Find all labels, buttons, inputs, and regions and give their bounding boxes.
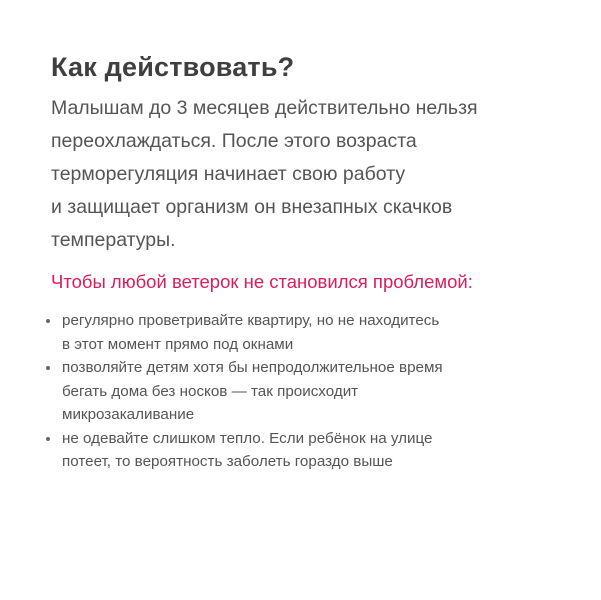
bullet-icon bbox=[46, 366, 50, 370]
list-item bbox=[46, 309, 571, 356]
bullet-icon bbox=[46, 437, 50, 441]
bullet-icon bbox=[46, 319, 50, 323]
intro-line: переохлаждаться. После этого возраста bbox=[51, 130, 417, 152]
tips-list bbox=[46, 309, 571, 474]
intro-paragraph bbox=[51, 92, 571, 257]
page-title: Как действовать? bbox=[51, 52, 295, 82]
list-item bbox=[46, 356, 571, 427]
list-item-line: позволяйте детям хотя бы непродолжительное время bbox=[62, 359, 443, 376]
list-item-line: регулярно проветривайте квартиру, но не находитесь bbox=[62, 312, 440, 329]
intro-line: Малышам до 3 месяцев действительно нельзя bbox=[51, 97, 478, 119]
list-item-line: потеет, то вероятность заболеть гораздо выше bbox=[62, 453, 393, 470]
list-item-line: в этот момент прямо под окнами bbox=[62, 335, 294, 353]
intro-line: и защищает организм он внезапных скачков bbox=[51, 196, 453, 218]
content-card bbox=[51, 50, 571, 474]
tips-subheading: Чтобы любой ветерок не становился проблемой: bbox=[51, 271, 473, 292]
intro-line: температуры. bbox=[51, 229, 176, 251]
list-item-line: не одевайте слишком тепло. Если ребёнок на улице bbox=[62, 429, 433, 447]
list-item-line: бегать дома без носков — так происходит bbox=[62, 382, 359, 400]
list-item-line: микрозакаливание bbox=[62, 406, 195, 423]
intro-line: терморегуляция начинает свою работу bbox=[51, 163, 406, 185]
list-item bbox=[46, 427, 571, 474]
